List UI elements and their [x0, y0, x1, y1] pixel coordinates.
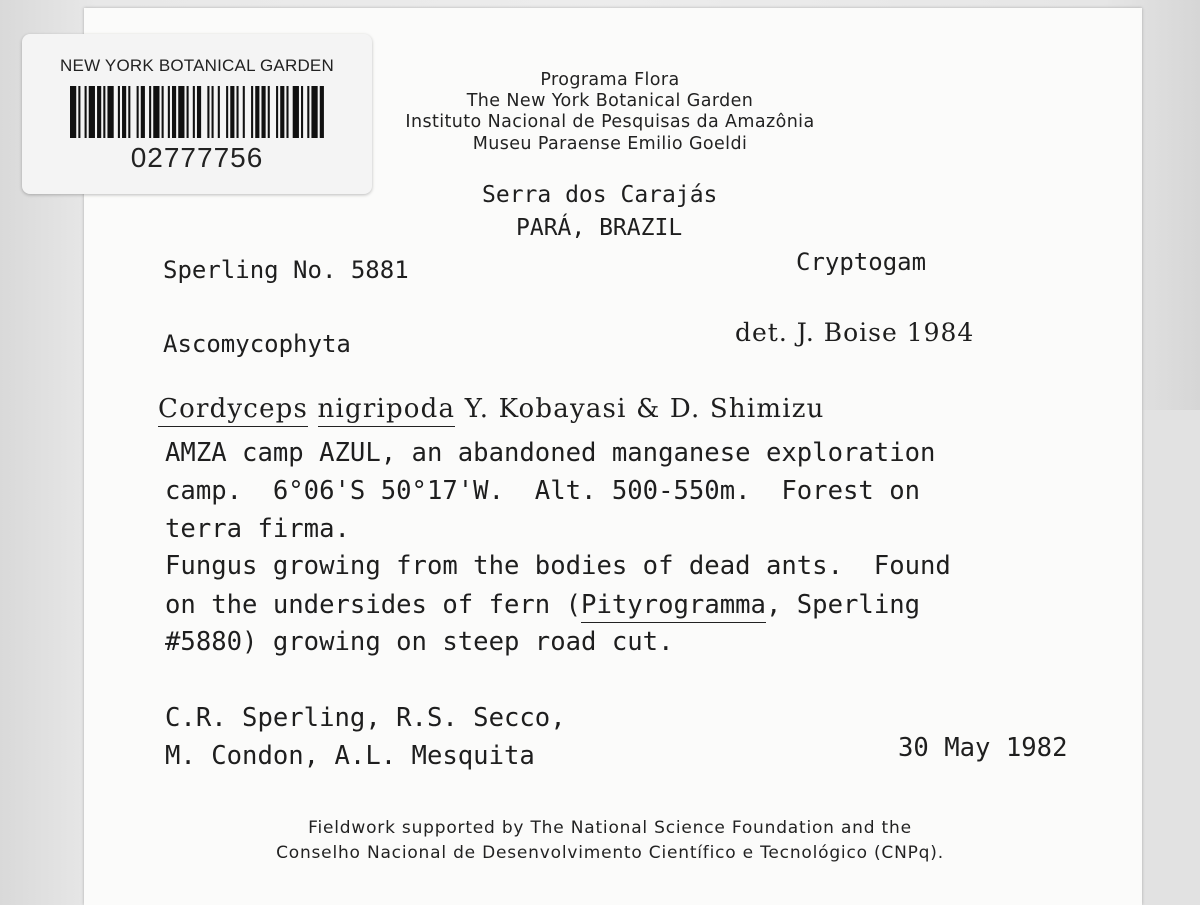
barcode-bar — [197, 86, 201, 138]
taxon-authors: Y. Kobayasi & D. Shimizu — [464, 394, 825, 424]
barcode-bar — [218, 86, 220, 138]
barcode-bar — [268, 86, 270, 138]
collectors-line-1: C.R. Sperling, R.S. Secco, — [165, 703, 566, 733]
barcode-bar — [212, 86, 214, 138]
barcode-bar — [153, 86, 159, 138]
barcode-bar — [103, 86, 105, 138]
barcode-bar — [78, 86, 80, 138]
barcode-bar — [187, 86, 189, 138]
description-line-5-post: , Sperling — [765, 590, 921, 620]
determination: det. J. Boise 1984 — [735, 318, 975, 347]
description-line-1: AMZA camp AZUL, an abandoned manganese exploration — [165, 438, 936, 468]
collection-category: Cryptogam — [796, 248, 927, 276]
barcode-bar — [237, 86, 239, 138]
description-line-6: #5880) growing on steep road cut. — [165, 627, 674, 657]
footer-line-1: Fieldwork supported by The National Science Foundation and the — [308, 818, 912, 838]
locality-region: Serra dos Carajás — [482, 182, 718, 208]
collection-number: Sperling No. 5881 — [163, 256, 409, 284]
barcode-bar — [118, 86, 120, 138]
description-line-2: camp. 6°06'S 50°17'W. Alt. 500-550m. Forest on — [165, 476, 921, 506]
header-line-inpa: Instituto Nacional de Pesquisas da Amazônia — [405, 112, 815, 132]
collection-date: 30 May 1982 — [898, 733, 1068, 763]
barcode-bar — [251, 86, 253, 138]
barcode-bar — [128, 86, 130, 138]
barcode-bar — [149, 86, 151, 138]
barcode-bar — [230, 86, 234, 138]
barcode-bar — [178, 86, 184, 138]
taxon-species: nigripoda — [318, 394, 456, 427]
barcode-bar — [168, 86, 170, 138]
barcode-bar — [286, 86, 288, 138]
barcode-bar — [107, 86, 113, 138]
barcode-bar — [193, 86, 195, 138]
barcode-bar — [280, 86, 284, 138]
header-line-nybg: The New York Botanical Garden — [466, 91, 754, 111]
description-line-5 — [165, 590, 920, 620]
collection-division: Ascomycophyta — [163, 330, 351, 358]
barcode-bar — [276, 86, 278, 138]
barcode-bar — [97, 86, 101, 138]
barcode-number: 02777756 — [130, 142, 264, 173]
barcode-bar — [122, 86, 126, 138]
barcode-bar — [70, 86, 76, 138]
collectors-line-2: M. Condon, A.L. Mesquita — [165, 741, 535, 771]
barcode-bar — [85, 86, 87, 138]
header-line-program: Programa Flora — [540, 70, 680, 90]
barcode-bar — [293, 86, 299, 138]
description-fern-taxon: Pityrogramma — [581, 590, 766, 623]
barcode-bar — [226, 86, 228, 138]
description-line-5-pre: on the undersides of fern ( — [165, 590, 582, 620]
barcode-bar — [261, 86, 265, 138]
taxon-name — [158, 394, 825, 424]
footer-line-2: Conselho Nacional de Desenvolvimento Científico e Tecnológico (CNPq). — [276, 843, 944, 863]
description-line-3: terra firma. — [165, 514, 350, 544]
barcode-bar — [141, 86, 145, 138]
barcode-bar — [162, 86, 164, 138]
barcode-bar — [255, 86, 259, 138]
barcode-bar — [172, 86, 176, 138]
description-line-4: Fungus growing from the bodies of dead ants. Found — [165, 551, 951, 581]
barcode-bar — [243, 86, 245, 138]
header-line-goeldi: Museu Paraense Emilio Goeldi — [472, 134, 748, 154]
barcode-institution: NEW YORK BOTANICAL GARDEN — [60, 56, 334, 75]
barcode-bar — [207, 86, 209, 138]
taxon-genus: Cordyceps — [158, 394, 308, 427]
locality-country: PARÁ, BRAZIL — [516, 215, 683, 241]
barcode-bar — [89, 86, 95, 138]
barcode-bar — [137, 86, 139, 138]
